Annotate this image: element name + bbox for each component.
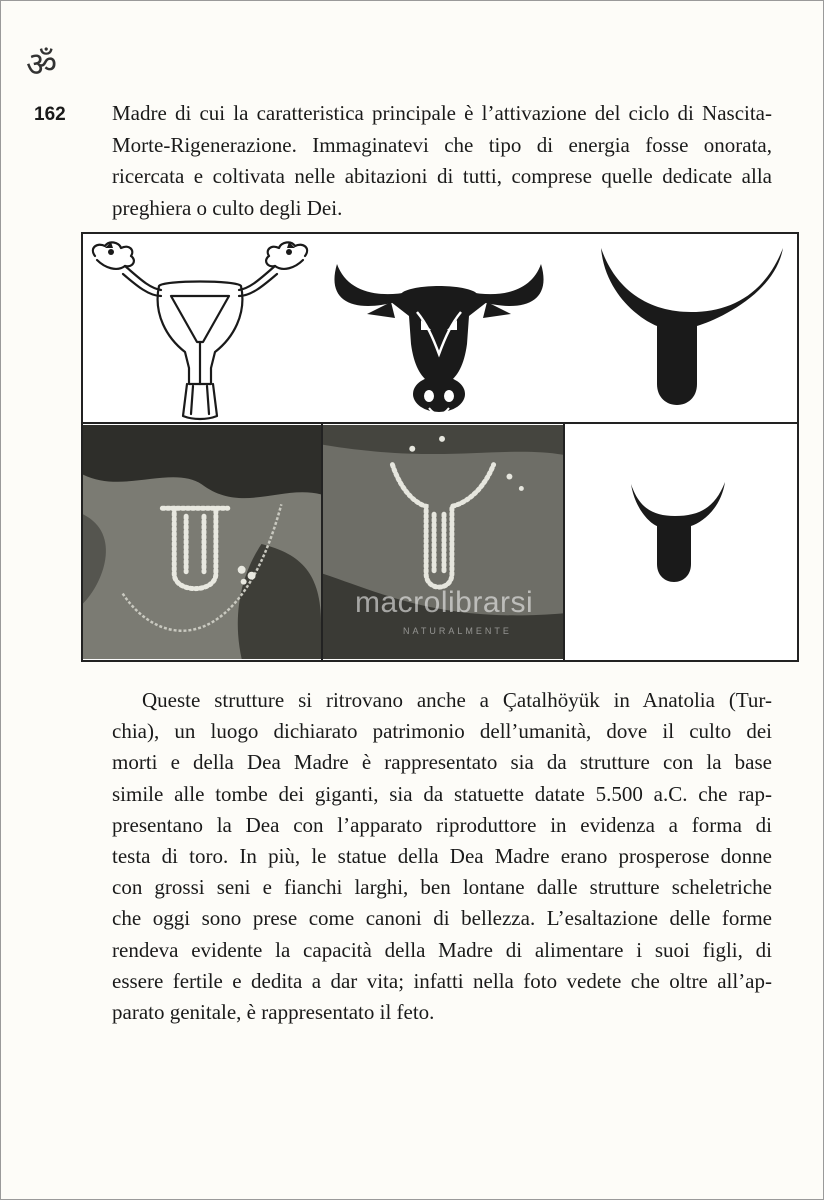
text-line: ricercata e coltivata nelle abitazioni di tutti, comprese quelle dedicate alla bbox=[112, 164, 772, 188]
text-line: Morte-Rigenerazione. Immaginatevi che tipo di energia fosse onorata, bbox=[112, 132, 772, 157]
uterus-drawing bbox=[83, 234, 317, 422]
text-line: Queste strutture si ritrovano anche a Çatalhöyük in Anatolia (Tur- bbox=[142, 688, 772, 712]
crescent-bull-silhouette bbox=[561, 234, 797, 422]
text-line: morti e della Dea Madre è rappresentato sia da strutture con la base bbox=[112, 750, 772, 775]
text-line: presentano la Dea con l’apparato riproduttore in evidenza a forma di bbox=[112, 812, 772, 837]
text-line: che oggi sono prese come canoni di bellezza. L’esaltazione delle forme bbox=[112, 906, 772, 931]
text-line: simile alle tombe dei giganti, sia da statuette datate 5.500 a.C. che rap- bbox=[112, 781, 772, 806]
text-line: con grossi seni e fianchi larghi, ben lontane dalle strutture scheletriche bbox=[112, 875, 772, 900]
text-line: parato genitale, è rappresentato il feto. bbox=[112, 1000, 435, 1025]
text-line: testa di toro. In più, le statue della Dea Madre erano prosperose donne bbox=[112, 844, 772, 869]
top-paragraph bbox=[112, 98, 772, 224]
aerial-photo-2 bbox=[323, 424, 565, 660]
om-icon: ॐ bbox=[26, 45, 58, 85]
page-number: 162 bbox=[34, 104, 66, 125]
text-line: preghiera o culto degli Dei. bbox=[112, 195, 343, 220]
text-line: rendeva evidente la capacità della Madre di alimentare i suoi figli, di bbox=[112, 937, 772, 962]
small-bull-silhouette bbox=[565, 424, 797, 660]
aerial-photo-1 bbox=[83, 424, 323, 660]
bull-head-drawing bbox=[317, 234, 561, 422]
text-line: Madre di cui la caratteristica principale è l’attivazione del ciclo di Nascita- bbox=[112, 101, 772, 125]
text-line: essere fertile e dedita a dar vita; infatti nella foto vedete che oltre all’ap- bbox=[112, 968, 772, 993]
figure-panel bbox=[81, 232, 799, 662]
watermark-subtitle: NATURALMENTE bbox=[403, 626, 512, 636]
text-line: chia), un luogo dichiarato patrimonio dell’umanità, dove il culto dei bbox=[112, 719, 772, 744]
bottom-paragraph bbox=[112, 685, 772, 1028]
watermark: macrolibrarsi bbox=[355, 586, 534, 619]
